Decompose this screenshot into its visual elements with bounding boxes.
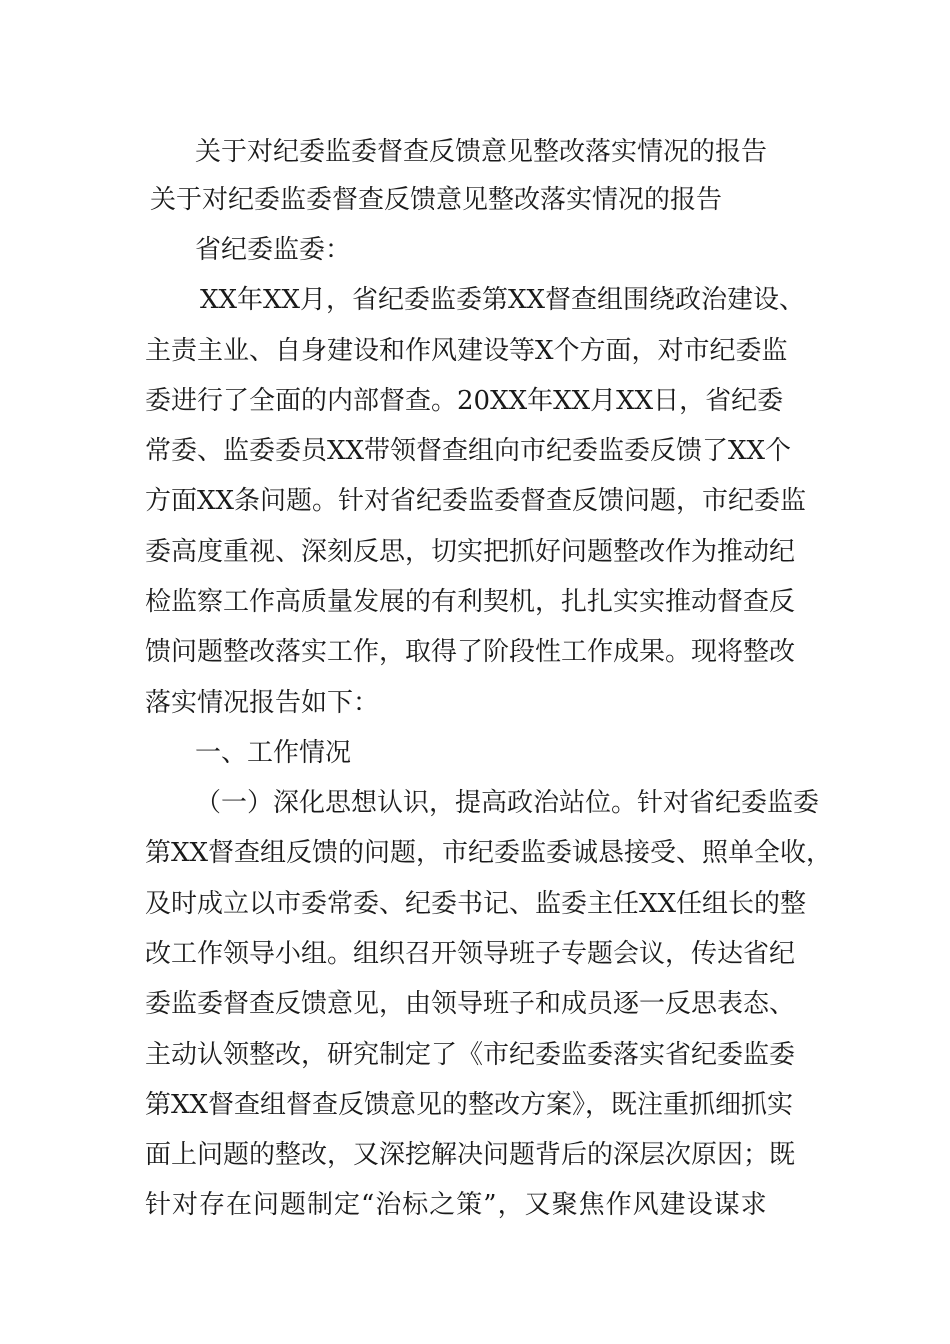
paragraph1-line: 方面XX条问题。针对省纪委监委督查反馈问题，市纪委监 — [145, 486, 807, 516]
paragraph1-line: 馈问题整改落实工作，取得了阶段性工作成果。现将整改 — [145, 637, 796, 667]
document-title-repeat: 关于对纪委监委督查反馈意见整改落实情况的报告 — [150, 185, 723, 215]
paragraph1-line: 常委、监委委员XX带领督查组向市纪委监委反馈了XX个 — [145, 436, 792, 466]
paragraph2-line: 委监委督查反馈意见，由领导班子和成员逐一反思表态、 — [145, 989, 796, 1019]
paragraph1-line: 主责主业、自身建设和作风建设等X个方面，对市纪委监 — [145, 336, 788, 366]
paragraph2-line: 主动认领整改，研究制定了《市纪委监委落实省纪委监委 — [145, 1040, 796, 1070]
paragraph2-line: 面上问题的整改，又深挖解决问题背后的深层次原因；既 — [145, 1140, 796, 1170]
paragraph1-line: XX年XX月，省纪委监委第XX督查组围绕政治建设、 — [200, 285, 806, 315]
paragraph1-line: 委进行了全面的内部督查。20XX年XX月XX日，省纪委 — [145, 386, 784, 416]
document-title: 关于对纪委监委督查反馈意见整改落实情况的报告 — [195, 137, 768, 167]
section-heading: 一、工作情况 — [195, 738, 352, 768]
paragraph1-line: 落实情况报告如下： — [145, 688, 380, 718]
paragraph2-line: 第XX督查组督查反馈意见的整改方案》，既注重抓细抓实 — [145, 1090, 794, 1120]
paragraph1-line: 委高度重视、深刻反思，切实把抓好问题整改作为推动纪 — [145, 537, 796, 567]
paragraph2-line: 针对存在问题制定“治标之策”，又聚焦作风建设谋求 — [145, 1190, 768, 1220]
paragraph2-line: 第XX督查组反馈的问题，市纪委监委诚恳接受、照单全收， — [145, 838, 833, 868]
paragraph2-line: 及时成立以市委常委、纪委书记、监委主任XX任组长的整 — [145, 889, 807, 919]
paragraph1-line: 检监察工作高质量发展的有利契机，扎扎实实推动督查反 — [145, 587, 796, 617]
paragraph2-line: （一）深化思想认识，提高政治站位。针对省纪委监委 — [195, 788, 820, 818]
paragraph2-line: 改工作领导小组。组织召开领导班子专题会议，传达省纪 — [145, 939, 796, 969]
salutation: 省纪委监委： — [195, 235, 352, 265]
